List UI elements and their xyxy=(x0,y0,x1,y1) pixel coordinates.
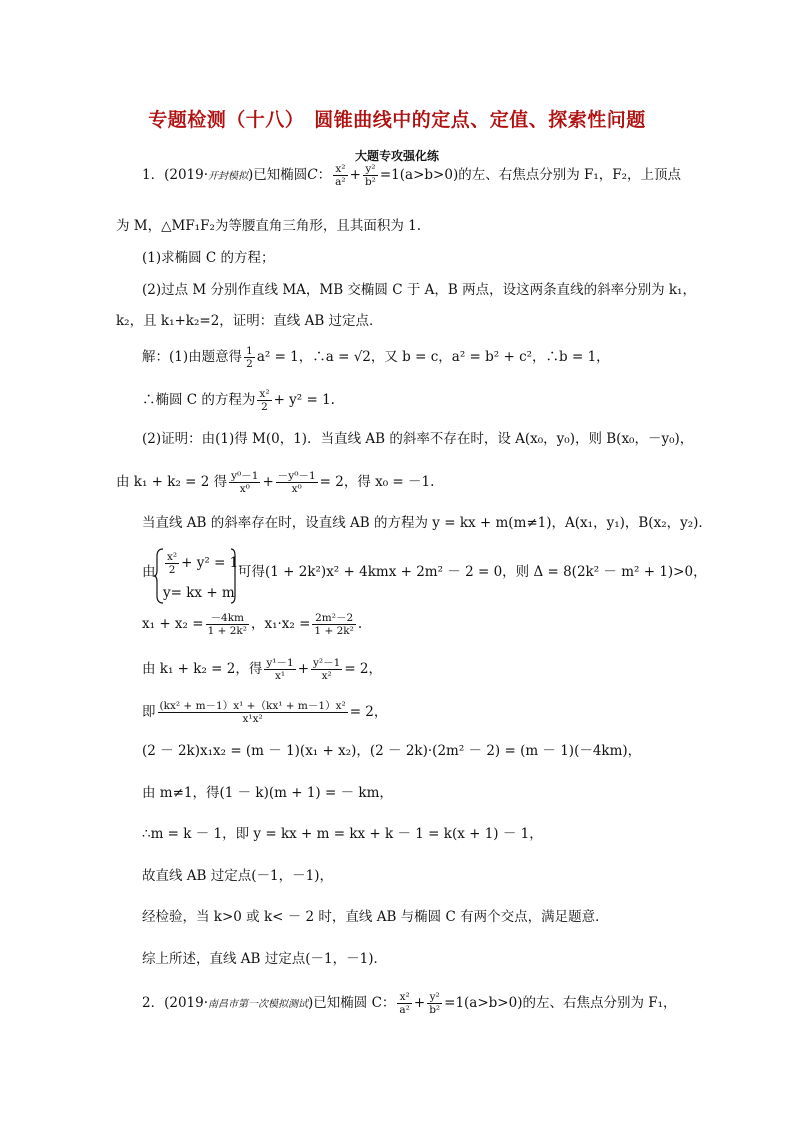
solution-line9: 即 $\frac{\text{(kx² + m－1）x¹ +（kx¹ + m－1）x²}}{\text{x¹x²}}$ = 2， xyxy=(142,700,388,726)
system-prefix: 由 xyxy=(142,564,156,580)
problem2-line1: 2．(2019·南昌市第一次模拟测试)已知椭圆 C： $\frac{\text{x²}}{\text{a²}}$ + $\frac{\text{y²}}{\text{b²}}$ =1(a>b>0)的左、右焦点分别为 F₁， xyxy=(142,991,677,1017)
solution-line12: ∴m = k － 1，即 y = kx + m = kx + k － 1 = k(x + 1) － 1， xyxy=(142,826,543,842)
solution-line2: ∴椭圆 C 的方程为 $\frac{\text{x²}}{2}$ + y² = 1. xyxy=(142,388,335,414)
solution-line11: 由 m≠1，得(1 － k)(m + 1) = － km， xyxy=(142,785,393,801)
colon: ： xyxy=(317,167,332,184)
problem1-source: 开封模拟 xyxy=(208,171,249,183)
fraction-combined: $\frac{\text{(kx² + m－1）x¹ +（kx¹ + m－1）x²}}{\text{x¹x²}}$ xyxy=(159,700,346,726)
fraction-product: $\frac{\text{2m²－2}}{\text{1 + 2k²}}$ xyxy=(314,612,354,638)
fraction-k1: $\frac{\text{y¹－1}}{\text{x¹}}$ xyxy=(266,657,294,683)
problem1-condition: =1(a>b>0)的左、右焦点分别为 F₁，F₂，上顶点 xyxy=(379,167,682,184)
right-brace xyxy=(230,548,238,604)
section-subtitle: 大题专攻强化练 xyxy=(354,149,439,163)
system-equation1: $\frac{\text{x²}}{2}$ + y² = 1， xyxy=(167,551,252,577)
problem1-intro: )已知椭圆 xyxy=(248,167,308,184)
solution-line4: 由 k₁ + k₂ = 2 得 $\frac{\text{y⁰－1}}{\text{x⁰}}$ + $\frac{\text{－y⁰－1}}{\text{x⁰}}$ = 2，得 x₀ = －1. xyxy=(116,470,435,496)
fraction-y2-b2: $\frac{\text{y²}}{\text{b²}}$ xyxy=(364,163,376,189)
fraction-one-half: $\frac{1}{2}$ xyxy=(246,345,253,371)
page-title: 专题检测（十八） 圆锥曲线中的定点、定值、探索性问题 xyxy=(148,109,646,131)
solution-line5: 当直线 AB 的斜率存在时，设直线 AB 的方程为 y = kx + m(m≠1)，A(x₁，y₁)，B(x₂，y₂)． xyxy=(142,515,712,531)
problem1-line1 xyxy=(142,163,681,188)
solution-line15: 综上所述，直线 AB 过定点(－1，－1)． xyxy=(142,951,387,967)
solution-line14: 经检验，当 k>0 或 k< － 2 时，直线 AB 与椭圆 C 有两个交点，满足题意． xyxy=(142,909,609,925)
solution-line10: (2 － 2k)x₁x₂ = (m － 1)(x₁ + x₂)，(2 － 2k)·(2m² － 2) = (m － 1)(－4km)， xyxy=(142,743,642,759)
fraction-y2-b2-p2: $\frac{\text{y²}}{\text{b²}}$ xyxy=(429,991,441,1017)
problem1-question2a: (2)过点 M 分别作直线 MA，MB 交椭圆 C 于 A，B 两点，设这两条直线的斜率分别为 k₁， xyxy=(142,282,696,298)
solution-line7: x₁ + x₂ = $\frac{-4km}{\text{1 + 2k²}}$ ，x₁·x₂ = $\frac{\text{2m²－2}}{\text{1 + 2k²}}$ . xyxy=(142,612,363,638)
ellipse-name: C xyxy=(307,167,318,184)
solution-line8: 由 k₁ + k₂ = 2，得 $\frac{\text{y¹－1}}{\text{x¹}}$ + $\frac{\text{y²－1}}{\text{x²}}$ = 2， xyxy=(142,657,383,683)
problem1-question2b: k₂，且 k₁+k₂=2，证明：直线 AB 过定点． xyxy=(116,313,383,329)
problem1-question1: (1)求椭圆 C 的方程； xyxy=(142,250,275,266)
solution-line3: (2)证明：由(1)得 M(0，1)．当直线 AB 的斜率不存在时，设 A(x₀，y₀)，则 B(x₀，－y₀)， xyxy=(142,431,694,447)
solution-line13: 故直线 AB 过定点(－1，－1)， xyxy=(142,868,333,884)
fraction-k2: $\frac{\text{y²－1}}{\text{x²}}$ xyxy=(313,657,341,683)
solution-line6: 可得(1 + 2k²)x² + 4kmx + 2m² － 2 = 0，则 Δ = 8(2k² － m² + 1)>0， xyxy=(238,564,707,580)
solution-line1: 解：(1)由题意得 $\frac{1}{2}$ a² = 1，∴a = √2，又 b = c，a² = b² + c²，∴b = 1， xyxy=(142,345,610,371)
fraction-x2-2: $\frac{\text{x²}}{2}$ xyxy=(259,388,270,414)
fraction-neg-y0-minus-1: $\frac{\text{－y⁰－1}}{\text{x⁰}}$ xyxy=(277,470,316,496)
fraction-sum: $\frac{-4km}{\text{1 + 2k²}}$ xyxy=(207,612,247,638)
fraction-y0-minus-1: $\frac{\text{y⁰－1}}{\text{x⁰}}$ xyxy=(231,470,259,496)
problem1-line2: 为 M，△MF₁F₂为等腰直角三角形，且其面积为 1. xyxy=(116,218,422,234)
problem2-source: 南昌市第一次模拟测试 xyxy=(208,999,309,1011)
fraction-x2-a2: $\frac{\text{x²}}{\text{a²}}$ xyxy=(335,163,346,189)
problem1-number: 1．(2019· xyxy=(142,167,209,184)
plus-sign: + xyxy=(349,167,361,184)
fraction-x2-over-2: $\frac{\text{x²}}{2}$ xyxy=(167,551,178,577)
system-equation2: y= kx + m xyxy=(163,585,235,601)
fraction-x2-a2-p2: $\frac{\text{x²}}{\text{a²}}$ xyxy=(399,991,410,1017)
